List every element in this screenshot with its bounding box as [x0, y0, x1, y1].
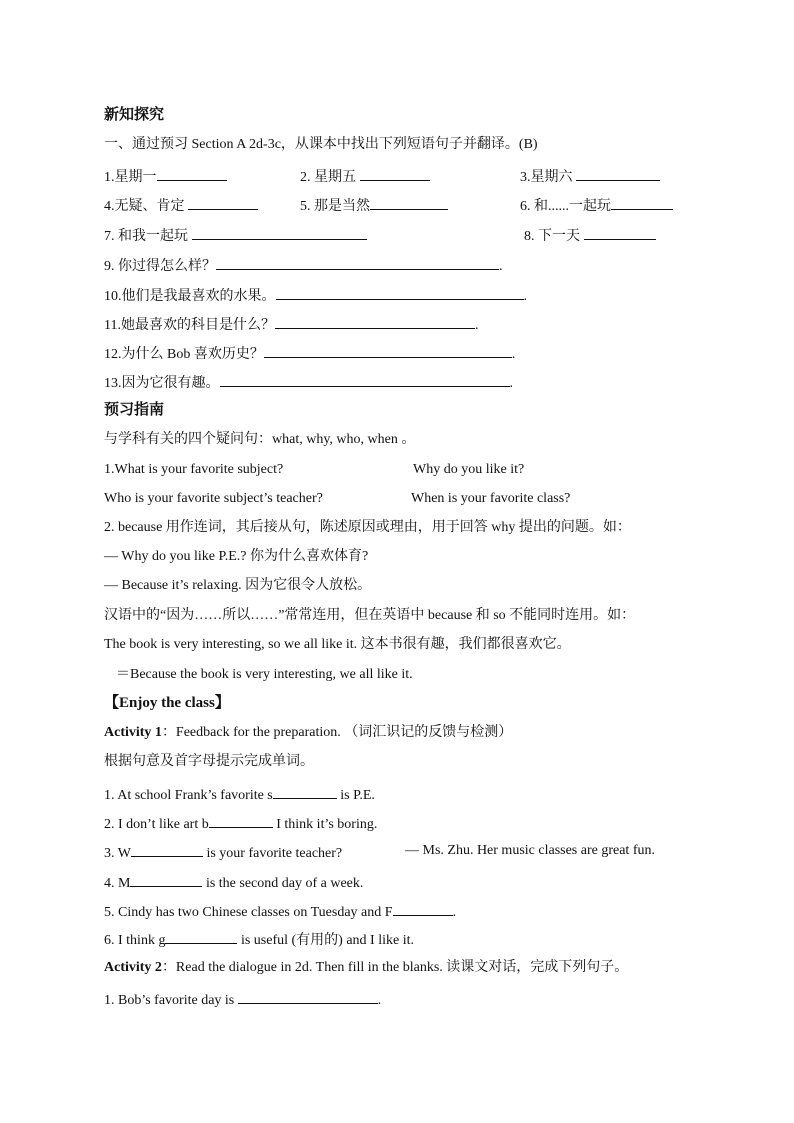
item-11: 11.她最喜欢的科目是什么？ .: [104, 314, 478, 335]
item-4: 4.无疑、肯定: [104, 195, 258, 216]
item-12: 12.为什么 Bob 喜欢历史？ .: [104, 343, 515, 364]
item-10: 10.他们是我最喜欢的水果。 .: [104, 285, 527, 306]
blank-item-3: 3. W is your favorite teacher?: [104, 842, 342, 863]
enjoy-class-title: 【Enjoy the class】: [104, 695, 230, 711]
activity-1-instruction: 根据句意及首字母提示完成单词。: [104, 754, 314, 769]
activity-2-heading: Activity 2：Read the dialogue in 2d. Then fill in the blanks. 读课文对话，完成下列句子。: [104, 960, 629, 975]
item-7: 7. 和我一起玩: [104, 225, 367, 246]
guide-example-1: — Why do you like P.E.? 你为什么喜欢体育?: [104, 549, 369, 564]
item-13: 13.因为它很有趣。 .: [104, 372, 513, 393]
item-1: 1.星期一: [104, 166, 227, 187]
blank-item-1: 1. At school Frank’s favorite s is P.E.: [104, 784, 375, 805]
guide-title: 预习指南: [104, 402, 165, 418]
guide-q2b: When is your favorite class?: [411, 491, 571, 506]
blank-item-4: 4. M is the second day of a week.: [104, 872, 363, 893]
guide-example-2: — Because it’s relaxing. 因为它很令人放松。: [104, 578, 372, 593]
guide-example-3: The book is very interesting, so we all like it. 这本书很有趣，我们都很喜欢它。: [104, 637, 571, 652]
activity-1-heading: Activity 1：Feedback for the preparation. （词汇识记的反馈与检测）: [104, 725, 513, 740]
blank-item-3-answer: — Ms. Zhu. Her music classes are great fun.: [405, 843, 655, 858]
guide-because-note: 2. because 用作连词，其后接从句，陈述原因或理由，用于回答 why 提出的问题。如：: [104, 520, 631, 535]
item-8: 8. 下一天: [524, 225, 656, 246]
section-instruction: 一、通过预习 Section A 2d-3c，从课本中找出下列短语句子并翻译。(B): [104, 137, 538, 152]
activity-2-item-1: 1. Bob’s favorite day is .: [104, 989, 381, 1010]
blank-item-5: 5. Cindy has two Chinese classes on Tuesday and F .: [104, 901, 456, 922]
guide-q1b: Why do you like it?: [413, 462, 525, 477]
item-3: 3.星期六: [520, 166, 660, 187]
section-title-new-knowledge: 新知探究: [104, 107, 165, 123]
guide-q2a: Who is your favorite subject’s teacher?: [104, 491, 323, 506]
guide-because-so-note: 汉语中的“因为……所以……”常常连用，但在英语中 because 和 so 不能同时连用。如：: [104, 608, 636, 623]
item-6: 6. 和......一起玩: [520, 195, 673, 216]
guide-q1a: 1.What is your favorite subject?: [104, 462, 284, 477]
item-9: 9. 你过得怎么样？ .: [104, 255, 503, 276]
item-5: 5. 那是当然: [300, 195, 448, 216]
guide-intro: 与学科有关的四个疑问句：what, why, who, when 。: [104, 432, 416, 447]
item-2: 2. 星期五: [300, 166, 430, 187]
blank-item-6: 6. I think g is useful (有用的) and I like it.: [104, 929, 414, 950]
guide-example-4: ＝Because the book is very interesting, we all like it.: [116, 667, 413, 682]
blank-item-2: 2. I don’t like art b I think it’s boring.: [104, 813, 377, 834]
